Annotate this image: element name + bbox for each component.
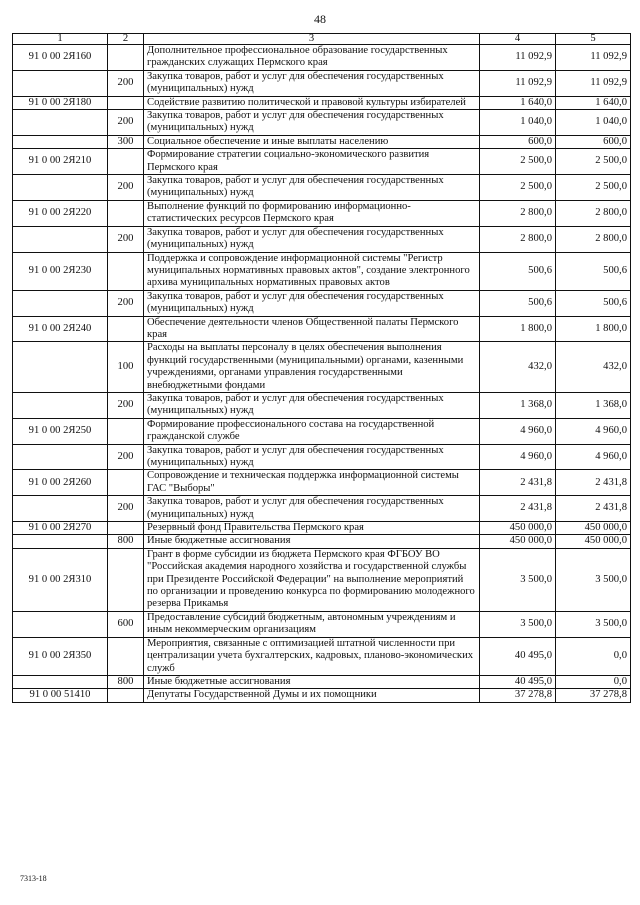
- budget-table: [12, 33, 631, 703]
- expense-type-code: 800: [108, 535, 144, 548]
- target-article-code: 91 0 00 2Я250: [13, 418, 108, 444]
- column-header: 4: [480, 34, 556, 45]
- row-description: Закупка товаров, работ и услуг для обеспечения государственных (муниципальных) нужд: [144, 290, 480, 316]
- target-article-code: [13, 135, 108, 148]
- row-description: Содействие развитию политической и правовой культуры избирателей: [144, 96, 480, 109]
- amount-col4: 40 495,0: [480, 675, 556, 688]
- table-row: [13, 96, 631, 109]
- amount-col4: 3 500,0: [480, 548, 556, 611]
- amount-col5: 11 092,9: [556, 45, 631, 71]
- amount-col5: 600,0: [556, 135, 631, 148]
- target-article-code: 91 0 00 2Я210: [13, 149, 108, 175]
- amount-col5: 3 500,0: [556, 611, 631, 637]
- table-row: [13, 548, 631, 611]
- table-row: [13, 522, 631, 535]
- row-description: Закупка товаров, работ и услуг для обеспечения государственных (муниципальных) нужд: [144, 175, 480, 201]
- row-description: Обеспечение деятельности членов Общественной палаты Пермского края: [144, 316, 480, 342]
- row-description: Закупка товаров, работ и услуг для обеспечения государственных (муниципальных) нужд: [144, 496, 480, 522]
- amount-col4: 1 800,0: [480, 316, 556, 342]
- expense-type-code: 600: [108, 611, 144, 637]
- row-description: Дополнительное профессиональное образование государственных гражданских служащих Пермского края: [144, 45, 480, 71]
- target-article-code: 91 0 00 51410: [13, 689, 108, 702]
- table-row: [13, 470, 631, 496]
- amount-col4: 1 040,0: [480, 110, 556, 136]
- table-row: [13, 200, 631, 226]
- expense-type-code: [108, 689, 144, 702]
- target-article-code: [13, 496, 108, 522]
- table-row: [13, 444, 631, 470]
- column-header: 2: [108, 34, 144, 45]
- amount-col4: 1 368,0: [480, 392, 556, 418]
- amount-col5: 3 500,0: [556, 548, 631, 611]
- expense-type-code: 200: [108, 110, 144, 136]
- amount-col4: 2 800,0: [480, 226, 556, 252]
- amount-col4: 2 431,8: [480, 496, 556, 522]
- amount-col4: 450 000,0: [480, 535, 556, 548]
- amount-col5: 1 040,0: [556, 110, 631, 136]
- expense-type-code: [108, 45, 144, 71]
- expense-type-code: 100: [108, 342, 144, 393]
- amount-col5: 2 431,8: [556, 470, 631, 496]
- expense-type-code: 200: [108, 496, 144, 522]
- expense-type-code: [108, 637, 144, 675]
- table-row: [13, 342, 631, 393]
- amount-col4: 500,6: [480, 252, 556, 290]
- row-description: Грант в форме субсидии из бюджета Пермского края ФГБОУ ВО "Российская академия народного хозяйства и государственной службы при Президенте Российской Федерации" на выполнение мероприятий по организации и проведению конкурса по формированию молодежного резерва Прикамья: [144, 548, 480, 611]
- expense-type-code: 200: [108, 70, 144, 96]
- target-article-code: 91 0 00 2Я350: [13, 637, 108, 675]
- target-article-code: 91 0 00 2Я270: [13, 522, 108, 535]
- row-description: Депутаты Государственной Думы и их помощники: [144, 689, 480, 702]
- amount-col5: 450 000,0: [556, 522, 631, 535]
- amount-col5: 11 092,9: [556, 70, 631, 96]
- expense-type-code: [108, 252, 144, 290]
- row-description: Предоставление субсидий бюджетным, автономным учреждениям и иным некоммерческим организациям: [144, 611, 480, 637]
- amount-col4: 4 960,0: [480, 418, 556, 444]
- target-article-code: [13, 70, 108, 96]
- amount-col4: 2 500,0: [480, 175, 556, 201]
- target-article-code: [13, 290, 108, 316]
- target-article-code: 91 0 00 2Я240: [13, 316, 108, 342]
- target-article-code: [13, 535, 108, 548]
- table-row: [13, 535, 631, 548]
- amount-col5: 450 000,0: [556, 535, 631, 548]
- table-row: [13, 689, 631, 702]
- expense-type-code: 300: [108, 135, 144, 148]
- amount-col5: 432,0: [556, 342, 631, 393]
- row-description: Сопровождение и техническая поддержка информационной системы ГАС "Выборы": [144, 470, 480, 496]
- table-row: [13, 637, 631, 675]
- amount-col5: 500,6: [556, 252, 631, 290]
- amount-col4: 600,0: [480, 135, 556, 148]
- expense-type-code: 200: [108, 175, 144, 201]
- table-row: [13, 611, 631, 637]
- expense-type-code: 200: [108, 226, 144, 252]
- table-row: [13, 226, 631, 252]
- row-description: Закупка товаров, работ и услуг для обеспечения государственных (муниципальных) нужд: [144, 392, 480, 418]
- amount-col5: 1 368,0: [556, 392, 631, 418]
- amount-col5: 2 800,0: [556, 226, 631, 252]
- table-row: [13, 392, 631, 418]
- amount-col5: 2 500,0: [556, 175, 631, 201]
- amount-col5: 0,0: [556, 637, 631, 675]
- column-header: 5: [556, 34, 631, 45]
- row-description: Закупка товаров, работ и услуг для обеспечения государственных (муниципальных) нужд: [144, 70, 480, 96]
- row-description: Мероприятия, связанные с оптимизацией штатной численности при централизации учета бухгалтерских, кадровых, планово-экономических служб: [144, 637, 480, 675]
- row-description: Резервный фонд Правительства Пермского края: [144, 522, 480, 535]
- target-article-code: [13, 110, 108, 136]
- target-article-code: 91 0 00 2Я230: [13, 252, 108, 290]
- target-article-code: [13, 444, 108, 470]
- row-description: Выполнение функций по формированию информационно-статистических ресурсов Пермского края: [144, 200, 480, 226]
- expense-type-code: [108, 418, 144, 444]
- table-body: [13, 45, 631, 703]
- expense-type-code: [108, 96, 144, 109]
- amount-col4: 2 431,8: [480, 470, 556, 496]
- amount-col5: 2 500,0: [556, 149, 631, 175]
- amount-col5: 4 960,0: [556, 444, 631, 470]
- amount-col4: 37 278,8: [480, 689, 556, 702]
- amount-col5: 0,0: [556, 675, 631, 688]
- expense-type-code: 200: [108, 392, 144, 418]
- row-description: Иные бюджетные ассигнования: [144, 535, 480, 548]
- target-article-code: [13, 611, 108, 637]
- table-row: [13, 252, 631, 290]
- expense-type-code: [108, 316, 144, 342]
- amount-col5: 4 960,0: [556, 418, 631, 444]
- expense-type-code: [108, 200, 144, 226]
- table-row: [13, 418, 631, 444]
- target-article-code: 91 0 00 2Я260: [13, 470, 108, 496]
- page-number: 48: [314, 12, 326, 26]
- table-row: [13, 135, 631, 148]
- column-header: 1: [13, 34, 108, 45]
- row-description: Социальное обеспечение и иные выплаты населению: [144, 135, 480, 148]
- amount-col4: 40 495,0: [480, 637, 556, 675]
- amount-col4: 3 500,0: [480, 611, 556, 637]
- expense-type-code: 200: [108, 290, 144, 316]
- amount-col5: 2 800,0: [556, 200, 631, 226]
- column-header: 3: [144, 34, 480, 45]
- amount-col5: 1 640,0: [556, 96, 631, 109]
- target-article-code: [13, 175, 108, 201]
- table-row: [13, 45, 631, 71]
- row-description: Закупка товаров, работ и услуг для обеспечения государственных (муниципальных) нужд: [144, 226, 480, 252]
- target-article-code: 91 0 00 2Я160: [13, 45, 108, 71]
- target-article-code: [13, 675, 108, 688]
- table-row: [13, 290, 631, 316]
- amount-col4: 11 092,9: [480, 70, 556, 96]
- row-description: Поддержка и сопровождение информационной системы "Регистр муниципальных нормативных правовых актов", создание электронного архива муниципальных нормативных правовых актов: [144, 252, 480, 290]
- table-row: [13, 675, 631, 688]
- expense-type-code: [108, 470, 144, 496]
- target-article-code: 91 0 00 2Я180: [13, 96, 108, 109]
- amount-col4: 4 960,0: [480, 444, 556, 470]
- row-description: Закупка товаров, работ и услуг для обеспечения государственных (муниципальных) нужд: [144, 110, 480, 136]
- amount-col5: 37 278,8: [556, 689, 631, 702]
- row-description: Формирование профессионального состава на государственной гражданской службе: [144, 418, 480, 444]
- expense-type-code: [108, 522, 144, 535]
- amount-col4: 2 800,0: [480, 200, 556, 226]
- amount-col4: 1 640,0: [480, 96, 556, 109]
- table-row: [13, 496, 631, 522]
- expense-type-code: [108, 149, 144, 175]
- document-code: 7313-18: [20, 874, 47, 883]
- amount-col4: 11 092,9: [480, 45, 556, 71]
- table-row: [13, 316, 631, 342]
- expense-type-code: 800: [108, 675, 144, 688]
- amount-col5: 1 800,0: [556, 316, 631, 342]
- column-number-row: [13, 34, 631, 45]
- amount-col5: 2 431,8: [556, 496, 631, 522]
- expense-type-code: [108, 548, 144, 611]
- target-article-code: [13, 226, 108, 252]
- amount-col4: 450 000,0: [480, 522, 556, 535]
- row-description: Иные бюджетные ассигнования: [144, 675, 480, 688]
- target-article-code: 91 0 00 2Я220: [13, 200, 108, 226]
- amount-col4: 2 500,0: [480, 149, 556, 175]
- table-row: [13, 110, 631, 136]
- table-row: [13, 175, 631, 201]
- target-article-code: [13, 342, 108, 393]
- table-row: [13, 70, 631, 96]
- row-description: Формирование стратегии социально-экономического развития Пермского края: [144, 149, 480, 175]
- expense-type-code: 200: [108, 444, 144, 470]
- target-article-code: 91 0 00 2Я310: [13, 548, 108, 611]
- amount-col4: 432,0: [480, 342, 556, 393]
- table-row: [13, 149, 631, 175]
- row-description: Закупка товаров, работ и услуг для обеспечения государственных (муниципальных) нужд: [144, 444, 480, 470]
- row-description: Расходы на выплаты персоналу в целях обеспечения выполнения функций государственными (муниципальными) органами, казенными учреждениями, органами управления государственными внебюджетными фондами: [144, 342, 480, 393]
- amount-col5: 500,6: [556, 290, 631, 316]
- amount-col4: 500,6: [480, 290, 556, 316]
- target-article-code: [13, 392, 108, 418]
